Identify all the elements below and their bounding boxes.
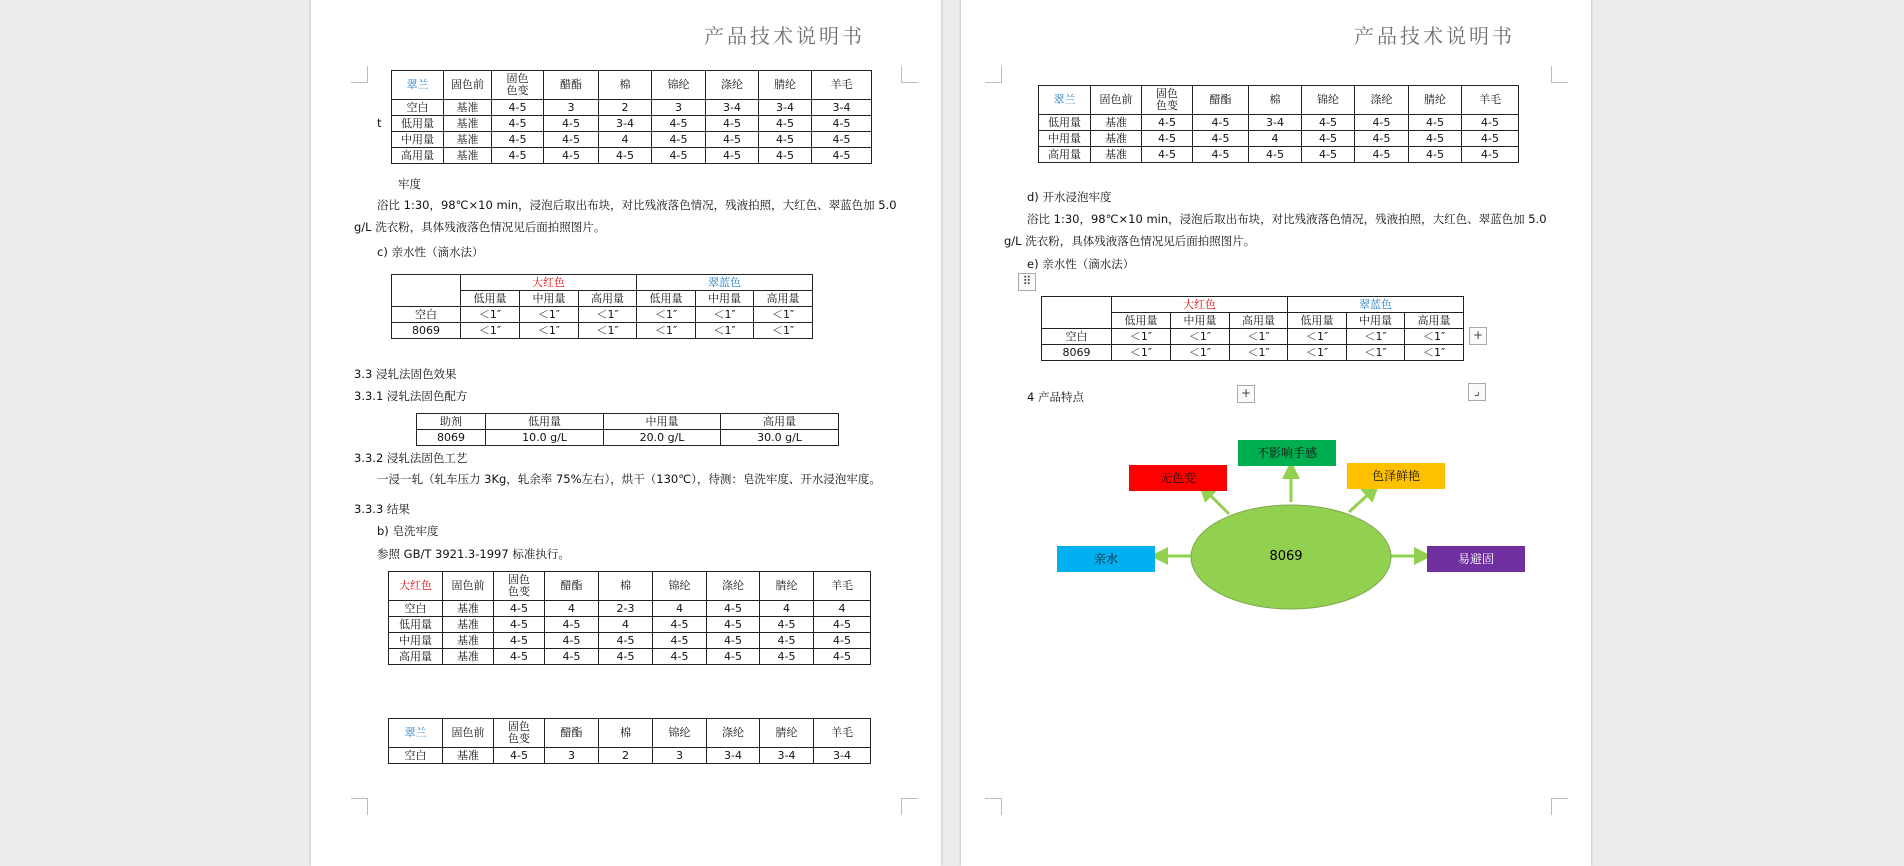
crop-mark [351,66,368,83]
table-cell: 4-5 [707,601,760,617]
header-cell: 大红色 [389,572,443,601]
table-cell: 4-5 [1355,115,1409,131]
table-cell: 基准 [444,100,492,116]
table-cell: 4-5 [812,132,872,148]
table-cell: 3 [544,100,599,116]
table-cell: 8069 [392,323,461,339]
table-cell: 4 [653,601,707,617]
table-cell: ＜1″ [1347,329,1405,345]
table-cell: ＜1″ [579,323,637,339]
header-cell: 固色前 [443,719,494,748]
table-cell: 中用量 [392,132,444,148]
table-cell: 30.0 g/L [721,430,839,446]
table-cell: 8069 [417,430,486,446]
table-cell: 基准 [1091,147,1142,163]
table-cell: 4-5 [1302,147,1355,163]
table-cell: 4-5 [707,633,760,649]
table-cell: 低用量 [389,617,443,633]
header-cell: 固色 色变 [1142,86,1193,115]
sub-header-cell: 中用量 [696,291,754,307]
table-cell: 4-5 [1302,131,1355,147]
header-cell: 棉 [599,719,653,748]
table-cell: 4-5 [494,617,545,633]
table-cell: 4-5 [1462,131,1519,147]
soaping-table-blue-bottom [388,718,871,764]
table-cell: 4-5 [707,617,760,633]
table-row [392,100,872,116]
table-cell: 4-5 [494,649,545,665]
sub-header-cell: 中用量 [1171,313,1230,329]
group-header-row [392,275,813,291]
process-text: 一浸一轧（轧车压力 3Kg，轧余率 75%左右），烘干（130℃），待测：皂洗牢度、开水浸泡牢度。 [377,472,881,486]
table-cell: ＜1″ [461,323,520,339]
arrow-to-upper-left [1205,490,1229,514]
table-cell: 4-5 [492,116,544,132]
table-cell: 4-5 [653,617,707,633]
table-cell: 4-5 [545,633,599,649]
table-cell: 低用量 [392,116,444,132]
table-cell: ＜1″ [1112,329,1171,345]
sub-header-cell: 高用量 [579,291,637,307]
table-cell: 3-4 [814,748,871,764]
feature-box-left [1057,546,1155,572]
table-cell: 高用量 [389,649,443,665]
table-cell: 4-5 [652,132,706,148]
table-cell: 4-5 [760,633,814,649]
table-cell: 4 [545,601,599,617]
table-row [392,307,813,323]
soaping-table-blue-top [391,70,872,164]
sub-header-cell: 低用量 [461,291,520,307]
table-cell: ＜1″ [754,307,813,323]
table-cell: 4-5 [652,116,706,132]
table-cell: 4-5 [544,148,599,164]
table-cell: ＜1″ [1405,329,1464,345]
header-cell: 固色前 [444,71,492,100]
sub-header-cell: 低用量 [637,291,696,307]
add-column-icon[interactable]: + [1469,327,1487,345]
table-cell: 4-5 [759,116,812,132]
header-cell: 醋酯 [1193,86,1249,115]
paragraph-line: g/L 洗衣粉，具体残液落色情况见后面拍照图片。 [1004,234,1256,248]
page-header-title: 产品技术说明书 [1354,24,1515,48]
sub-header-cell: 高用量 [754,291,813,307]
feature-label: 亲水 [1093,552,1118,566]
table-cell: 空白 [392,100,444,116]
table-cell: ＜1″ [1171,345,1230,361]
sub-header-cell: 低用量 [1288,313,1347,329]
header-row [417,414,839,430]
header-cell: 醋酯 [544,71,599,100]
table-cell: 4-5 [599,633,653,649]
header-cell: 腈纶 [760,719,814,748]
table-cell: 2-3 [599,601,653,617]
table-cell: 4-5 [1142,131,1193,147]
table-cell: ＜1″ [637,307,696,323]
table-cell: 4-5 [760,649,814,665]
table-cell: ＜1″ [579,307,637,323]
table-cell: 4-5 [545,649,599,665]
add-row-icon[interactable]: + [1237,385,1255,403]
header-cell: 锦纶 [653,719,707,748]
group-red-header: 大红色 [1112,297,1288,313]
header-cell: 涤纶 [1355,86,1409,115]
header-cell: 助剂 [417,414,486,430]
header-cell: 锦纶 [652,71,706,100]
table-cell: 3-4 [707,748,760,764]
table-cell: 4-5 [1409,115,1462,131]
header-cell: 锦纶 [1302,86,1355,115]
section-3-3-1: 3.3.1 浸轧法固色配方 [354,389,468,403]
header-cell: 羊毛 [814,572,871,601]
document-page-1 [311,0,941,866]
table-cell: ＜1″ [1171,329,1230,345]
table-cell: ＜1″ [1112,345,1171,361]
table-cell: ＜1″ [520,323,579,339]
table-cell: ＜1″ [1288,345,1347,361]
header-cell: 涤纶 [707,572,760,601]
table-cell: ＜1″ [1405,345,1464,361]
crop-mark [901,66,918,83]
table-cell: 4-5 [706,148,759,164]
table-cell: 4-5 [1193,115,1249,131]
table-cell: 基准 [443,649,494,665]
arrow-to-upper-right [1349,490,1373,512]
crop-mark [351,798,368,815]
feature-label: 无色变 [1159,471,1196,485]
sub-header-cell: 高用量 [1405,313,1464,329]
sub-header-cell: 高用量 [1230,313,1288,329]
header-cell: 涤纶 [707,719,760,748]
table-cell: 4-5 [652,148,706,164]
heading-c: c) 亲水性（滴水法） [377,245,484,259]
table-cell: 4-5 [545,617,599,633]
table-cell: 4-5 [707,649,760,665]
header-row [389,719,871,748]
header-cell: 腈纶 [759,71,812,100]
table-cell: 3 [652,100,706,116]
table-cell: 基准 [444,116,492,132]
table-cell: 4-5 [1249,147,1302,163]
header-cell: 中用量 [604,414,721,430]
table-cell: 4-5 [812,148,872,164]
table-cell: 3 [545,748,599,764]
table-cell: 4-5 [706,132,759,148]
table-cell: ＜1″ [1230,345,1288,361]
section-3-3-2: 3.3.2 浸轧法固色工艺 [354,451,468,465]
table-cell: 3-4 [760,748,814,764]
table-cell: ＜1″ [754,323,813,339]
table-cell: 2 [599,748,653,764]
table-row [417,430,839,446]
table-cell: 基准 [443,633,494,649]
table-cell: 空白 [389,748,443,764]
header-cell: 固色 色变 [492,71,544,100]
table-resize-handle-icon[interactable]: ⌟ [1468,383,1486,401]
feature-box-upper-right [1347,463,1445,489]
group-blue-header: 翠蓝色 [637,275,813,291]
table-cell: 基准 [1091,131,1142,147]
table-cell: 4-5 [814,617,871,633]
table-cell: 4-5 [814,649,871,665]
table-cell: 空白 [392,307,461,323]
header-cell: 固色 色变 [494,719,545,748]
table-row [389,601,871,617]
header-cell: 固色 色变 [494,572,545,601]
table-move-handle-icon[interactable]: ⠿ [1018,273,1036,291]
table-row [392,148,872,164]
table-cell: 4-5 [1142,147,1193,163]
table-cell: 空白 [1042,329,1112,345]
table-cell: 3-4 [706,100,759,116]
table-cell: 4-5 [653,633,707,649]
sub-header-cell: 低用量 [1112,313,1171,329]
table-cell: 4-5 [812,116,872,132]
table-row [389,649,871,665]
header-cell: 腈纶 [760,572,814,601]
table-row [389,633,871,649]
feature-box-upper-left [1129,465,1227,491]
table-row [392,323,813,339]
table-cell: 4-5 [492,148,544,164]
table-cell: 4-5 [494,748,545,764]
table-cell: 4 [599,132,652,148]
table-row [389,617,871,633]
section-3-3-3: 3.3.3 结果 [354,502,410,516]
table-cell: 4-5 [814,633,871,649]
heading-b: b) 皂洗牢度 [377,524,439,538]
paragraph-line: g/L 洗衣粉，具体残液落色情况见后面拍照图片。 [354,220,606,234]
table-cell: ＜1″ [637,323,696,339]
table-cell: 空白 [389,601,443,617]
crop-mark [901,798,918,815]
feature-label: 不影响手感 [1256,446,1317,460]
stray-char: t [377,116,382,130]
table-cell: 高用量 [392,148,444,164]
table-cell: 3-4 [1249,115,1302,131]
table-cell: 低用量 [1039,115,1091,131]
header-cell: 羊毛 [1462,86,1519,115]
table-cell: 基准 [443,748,494,764]
table-cell: ＜1″ [520,307,579,323]
table-cell: 基准 [443,601,494,617]
table-cell: 4-5 [494,601,545,617]
table-cell: 基准 [444,148,492,164]
standard-text: 参照 GB/T 3921.3-1997 标准执行。 [377,547,570,561]
table-cell: ＜1″ [1230,329,1288,345]
table-cell: 4-5 [653,649,707,665]
table-cell: 4-5 [544,116,599,132]
feature-label: 易避固 [1457,552,1494,566]
table-cell: 4 [1249,131,1302,147]
table-cell: ＜1″ [696,307,754,323]
table-cell: 4-5 [492,100,544,116]
table-cell: 4-5 [1355,147,1409,163]
table-cell: 4-5 [1142,115,1193,131]
heading-d: d) 开水浸泡牢度 [1027,190,1112,204]
table-cell: 4-5 [1409,131,1462,147]
fastness-label: 牢度 [398,177,421,191]
table-cell: 4-5 [1302,115,1355,131]
table-cell: 基准 [444,132,492,148]
header-cell: 翠兰 [392,71,444,100]
header-cell: 棉 [1249,86,1302,115]
table-cell: 4-5 [706,116,759,132]
header-cell: 羊毛 [814,719,871,748]
table-cell: 4 [599,617,653,633]
header-cell: 棉 [599,572,653,601]
header-cell: 涤纶 [706,71,759,100]
group-red-header: 大红色 [461,275,637,291]
feature-box-top [1238,440,1336,466]
table-cell: ＜1″ [696,323,754,339]
table-cell: ＜1″ [1288,329,1347,345]
table-cell: 中用量 [1039,131,1091,147]
table-cell: 4-5 [1462,147,1519,163]
paragraph-line: 浴比 1:30，98℃×10 min，浸泡后取出布块，对比残液落色情况，残液拍照，大红色、翠蓝色加 5.0 [1027,212,1547,226]
table-cell: 2 [599,100,652,116]
soaping-table-red [388,571,871,665]
table-cell: 4-5 [760,617,814,633]
table-cell: 3-4 [759,100,812,116]
blank-header-cell [392,275,461,307]
table-cell: 4-5 [492,132,544,148]
sub-header-cell: 中用量 [520,291,579,307]
table-cell: 4-5 [1193,131,1249,147]
header-cell: 醋酯 [545,572,599,601]
table-cell: 4-5 [544,132,599,148]
header-row [389,572,871,601]
table-cell: 4-5 [599,148,652,164]
feature-diagram [961,0,1591,866]
sub-header-cell: 中用量 [1347,313,1405,329]
table-cell: ＜1″ [461,307,520,323]
table-cell: 基准 [1091,115,1142,131]
table-cell: 3-4 [812,100,872,116]
table-cell: 基准 [443,617,494,633]
table-cell: 4-5 [1462,115,1519,131]
page-header-title: 产品技术说明书 [704,24,865,48]
formula-table [416,413,839,446]
paragraph-line: 浴比 1:30，98℃×10 min，浸泡后取出布块，对比残液落色情况，残液拍照，大红色、翠蓝色加 5.0 [377,198,897,212]
center-label: 8069 [1269,549,1303,564]
table-cell: ＜1″ [1347,345,1405,361]
table-cell: 4 [760,601,814,617]
table-cell: 中用量 [389,633,443,649]
table-cell: 4-5 [759,148,812,164]
header-cell: 固色前 [443,572,494,601]
header-row [392,71,872,100]
table-cell: 4-5 [494,633,545,649]
header-cell: 翠兰 [389,719,443,748]
table-cell: 高用量 [1039,147,1091,163]
table-row [389,748,871,764]
table-cell: 4-5 [1409,147,1462,163]
table-cell: 4 [814,601,871,617]
table-cell: 10.0 g/L [486,430,604,446]
table-cell: 4-5 [759,132,812,148]
hydrophilicity-table [391,274,813,339]
header-cell: 锦纶 [653,572,707,601]
document-page-2 [961,0,1591,866]
table-cell: 20.0 g/L [604,430,721,446]
header-cell: 高用量 [721,414,839,430]
table-cell: 3 [653,748,707,764]
header-cell: 翠兰 [1039,86,1091,115]
group-blue-header: 翠蓝色 [1288,297,1464,313]
header-cell: 低用量 [486,414,604,430]
table-cell: 4-5 [599,649,653,665]
table-cell: 3-4 [599,116,652,132]
header-cell: 醋酯 [545,719,599,748]
table-cell: 4-5 [1355,131,1409,147]
table-row [392,132,872,148]
section-3-3: 3.3 浸轧法固色效果 [354,367,457,381]
header-cell: 棉 [599,71,652,100]
header-cell: 腈纶 [1409,86,1462,115]
feature-label: 色泽鲜艳 [1371,469,1420,483]
section-4-heading: 4 产品特点 [1027,390,1084,404]
table-row [392,116,872,132]
header-cell: 固色前 [1091,86,1142,115]
header-cell: 羊毛 [812,71,872,100]
table-cell: 8069 [1042,345,1112,361]
table-cell: 4-5 [1193,147,1249,163]
feature-box-right [1427,546,1525,572]
heading-e: e) 亲水性（滴水法） [1027,257,1135,271]
